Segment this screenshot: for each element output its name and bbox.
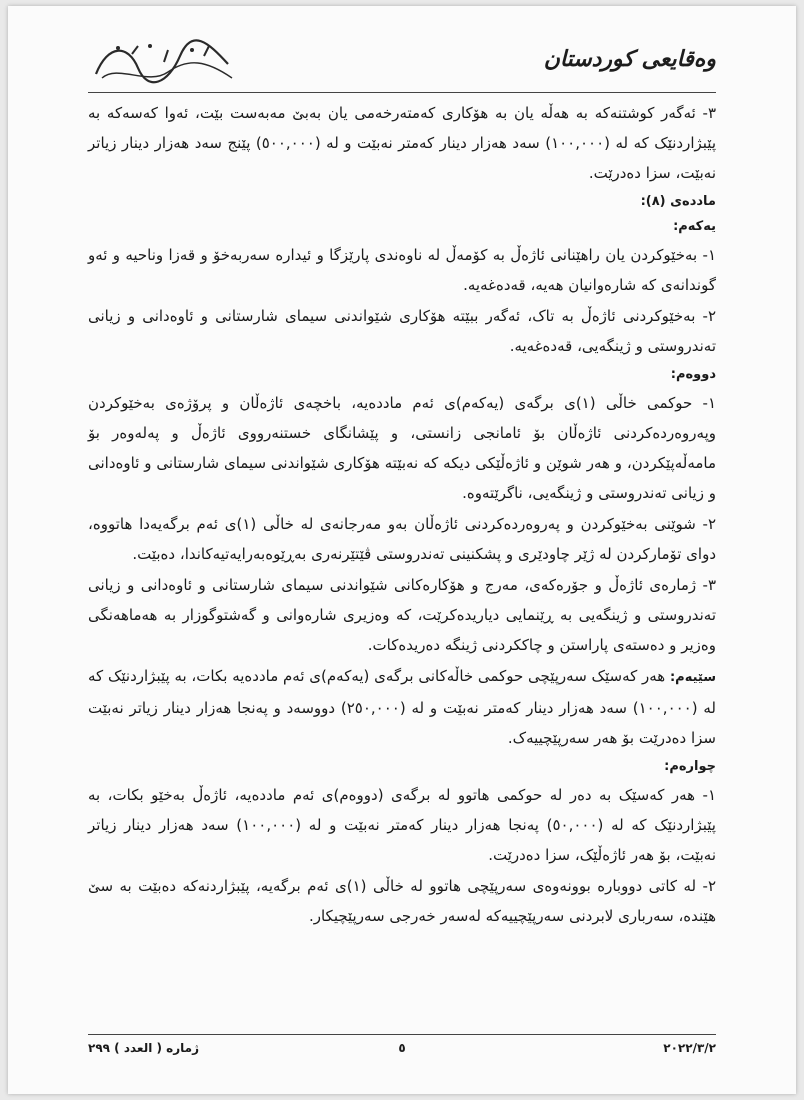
section-fourth-item-2: ٢- لە کاتی دووبارە بوونەوەی سەرپێچی هاتوو لە خاڵی (١)ی ئەم برگەیە، پێبژاردنەکە دەبێت بە سێ هێندە، سەرباری لابردنی سەرپێچییەکە لەسەر خەرجی سەرپێچیکار. — [88, 877, 716, 925]
section-second-item-2: ٢- شوێنی بەخێوکردن و پەروەردەکردنی ئاژەڵان بەو مەرجانەی لە خاڵی (١)ی ئەم برگەیەدا هاتووە، دوای تۆمارکردن لە ژێر چاودێری و پشکنینی تەندروستی ڤێتێرنەری بەڕێوەبەرایەتیەکاندا، دەبێت. — [88, 515, 716, 563]
section-fourth-heading: چوارەم: — [664, 759, 716, 774]
section-first-item-2: ٢- بەخێوکردنی ئاژەڵ بە تاک، ئەگەر ببێتە هۆکاری شێواندنی سیمای شارستانی و ئاوەدانی و زیانی تەندروستی و ژینگەیی، قەدەغەیە. — [88, 307, 716, 355]
section-second-item-1: ١- حوکمی خاڵی (١)ی برگەی (یەکەم)ی ئەم ماددەیە، باخچەی ئاژەڵان و پرۆژەی بەخێوکردن وپەروەردەکردنی ئاژەڵان بۆ ئامانجی زانستی، و پێشانگای خستنەرووی ئاژەڵ و پەلەوەر بۆ مامەڵەپێکردن، و هەر شوێن و ئاژەڵێکی دیکە کە نەبێتە هۆکاری شێواندنی سیمای شارستانی و ئاوەدانی و زیانی تەندروستی و ژینگەیی، ناگرێتەوە. — [88, 394, 716, 502]
gazette-logo — [88, 34, 238, 88]
section-second-item-3: ٣- ژمارەی ئاژەڵ و جۆرەکەی، مەرج و هۆکارەکانی شێواندنی سیمای شارستانی و ئاوەدانی و زیانی تەندروستی و ژینگەیی بە ڕێنمایی دیاریدەکرێت، کە وەزیری شارەوانی و گەشتوگوزار بە هەماهەنگی وەزیر و دەستەی پاراستن و چاککردنی ژینگە دەریدەکات. — [88, 576, 716, 654]
issue-date: ٢٠٢٢/٣/٢ — [663, 1041, 716, 1055]
section-third — [88, 661, 716, 753]
page-number: ٥ — [398, 1041, 406, 1055]
article7-clause3: ٣- ئەگەر کوشتنەکە بە هەڵە یان بە هۆکاری کەمتەرخەمی یان بەبێ مەبەست بێت، ئەوا کەسەکە بە پێبژاردنێک کە لە (١٠٠,٠٠٠) سەد هەزار دینار کەمتر نەبێت و لە (٥٠٠,٠٠٠) پێنج سەد هەزار دینار زیاتر نەبێت، سزا دەدرێت. — [88, 104, 716, 182]
section-second-heading: دووەم: — [670, 367, 716, 382]
section-third-heading: سێیەم: — [669, 670, 716, 685]
document-page — [8, 6, 796, 1094]
document-body — [88, 98, 716, 932]
section-first-heading: یەکەم: — [673, 219, 716, 234]
page-footer — [88, 1034, 716, 1065]
section-first-item-1: ١- بەخێوکردن یان راهێنانی ئاژەڵ بە کۆمەڵ لە ناوەندی پارێزگا و ئیدارە سەربەخۆ و قەزا وناحیە و ئەو گوندانەی کە شارەوانیان هەیە، قەدەغەیە. — [88, 246, 716, 294]
issue-number: ژمارە ( العدد ) ٢٩٩ — [88, 1041, 199, 1055]
page-header — [88, 32, 716, 93]
gazette-title: وەقایعی کوردستان — [543, 46, 716, 72]
section-third-text: هەر کەسێک سەرپێچی حوکمی خاڵەکانی برگەی (یەکەم)ی ئەم ماددەیە بکات، بە پێبژاردنێک کە لە (١٠٠,٠٠٠) سەد هەزار دینار کەمتر نەبێت و لە (٢٥٠,٠٠٠) دووسەد و پەنجا هەزار دینار زیاتر نەبێت سزا دەدرێت بۆ هەر سەرپێچییەک. — [88, 667, 717, 747]
section-fourth-item-1: ١- هەر کەسێک بە دەر لە حوکمی هاتوو لە برگەی (دووەم)ی ئەم ماددەیە، ئاژەڵ بەخێو بکات، بە پێبژاردنێک کە لە (٥٠,٠٠٠) پەنجا هەزار دینار کەمتر نەبێت و لە (١٠٠,٠٠٠) سەد هەزار دینار زیاتر نەبێت، بۆ هەر ئاژەڵێک، سزا دەدرێت. — [88, 786, 716, 864]
article8-heading: ماددەی (٨): — [640, 194, 716, 209]
